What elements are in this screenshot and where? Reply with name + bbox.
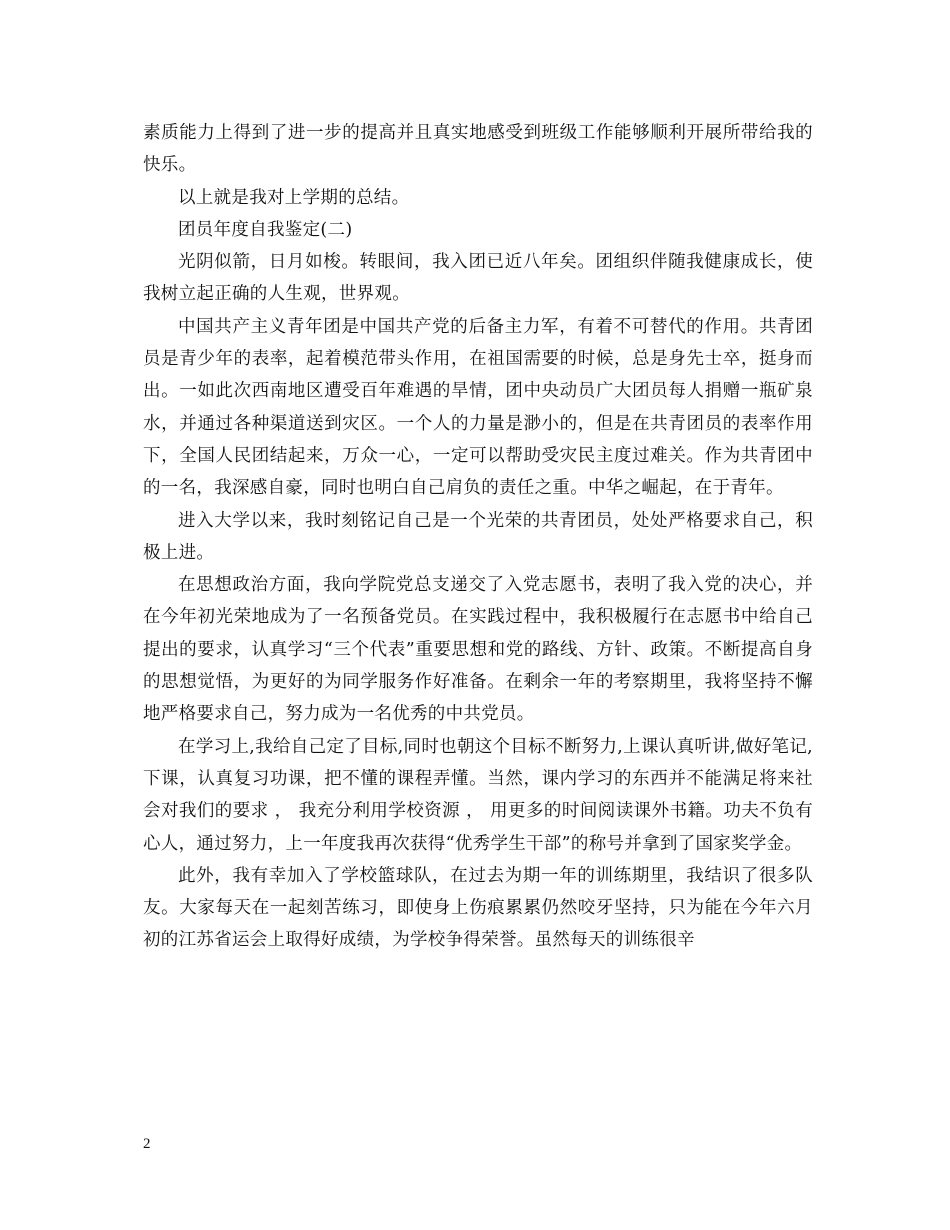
paragraph-9: 此外，我有幸加入了学校篮球队，在过去为期一年的训练期里，我结识了很多队友。大家每天在一起刻苦练习，即使身上伤痕累累仍然咬牙坚持，只为能在今年六月初的江苏省运会上取得好成绩，为学校争得荣誉。虽然每天的训练很辛: [143, 865, 813, 951]
page-number: 2: [143, 1136, 151, 1152]
paragraph-5: 中国共产主义青年团是中国共产党的后备主力军，有着不可替代的作用。共青团员是青少年的表率，起着模范带头作用，在祖国需要的时候，总是身先士卒，挺身而出。一如此次西南地区遭受百年难遇的旱情，团中央动员广大团员每人捐赠一瓶矿泉水，并通过各种渠道送到灾区。一个人的力量是渺小的，但是在共青团员的表率作用下，全国人民团结起来，万众一心，一定可以帮助受灾民主度过难关。作为共青团中的一名，我深感自豪，同时也明白自己肩负的责任之重。中华之崛起，在于青年。: [143, 316, 813, 499]
paragraph-8: 在学习上,我给自己定了目标,同时也朝这个目标不断努力,上课认真听讲,做好笔记, 下课，认真复习功课，把不懂的课程弄懂。当然，课内学习的东西并不能满足将来社会对我们的要求 ， 我充分利用学校资源 ， 用更多的时间阅读课外书籍。功夫不负有心人，通过努力，上一年度我再次获得“优秀学生干部”的称号并拿到了国家奖学金。: [143, 736, 813, 854]
paragraph-7: 在思想政治方面，我向学院党总支递交了入党志愿书，表明了我入党的决心，并在今年初光荣地成为了一名预备党员。在实践过程中，我积极履行在志愿书中给自己提出的要求，认真学习“三个代表”重要思想和党的路线、方针、政策。不断提高自身的思想觉悟，为更好的为同学服务作好准备。在剩余一年的考察期里，我将坚持不懈地严格要求自己，努力成为一名优秀的中共党员。: [143, 575, 813, 725]
paragraph-1: 素质能力上得到了进一步的提高并且真实地感受到班级工作能够顺利开展所带给我的快乐。: [143, 123, 813, 176]
section-heading: 团员年度自我鉴定(二): [178, 219, 353, 240]
document-body: [143, 117, 813, 957]
paragraph-2: 以上就是我对上学期的总结。: [178, 187, 410, 208]
paragraph-6: 进入大学以来，我时刻铭记自己是一个光荣的共青团员，处处严格要求自己，积极上进。: [143, 510, 813, 563]
paragraph-4: 光阴似箭，日月如梭。转眼间，我入团已近八年矣。团组织伴随我健康成长，使我树立起正确的人生观，世界观。: [143, 252, 813, 305]
